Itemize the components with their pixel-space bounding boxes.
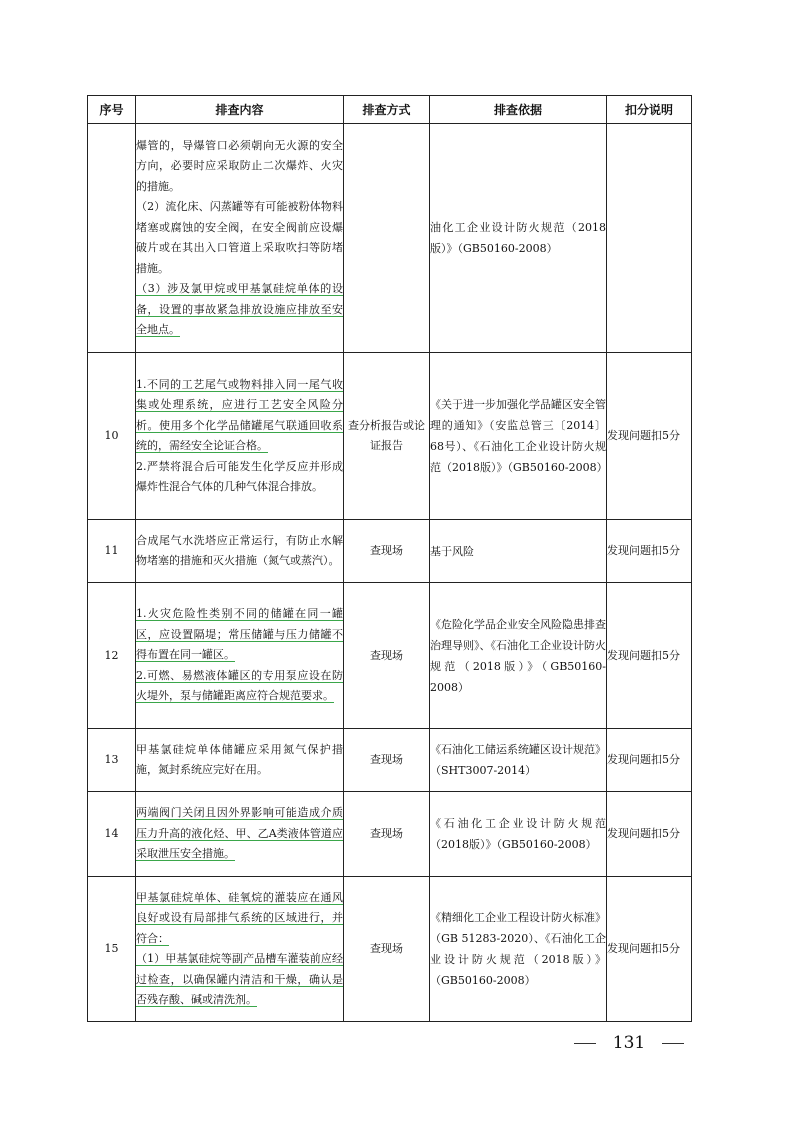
row-method: 查现场	[344, 520, 430, 583]
row-method: 查现场	[344, 583, 430, 729]
footer-dash-left	[574, 1043, 596, 1044]
content-paragraph: 2.严禁将混合后可能发生化学反应并形成爆炸性混合气体的几种气体混合排放。	[136, 459, 343, 493]
row-content	[136, 124, 344, 353]
row-basis: 《精细化工企业工程设计防火标准》（GB 51283-2020）、《石油化工企业设计防火规范（2018版）》（GB50160-2008）	[430, 877, 607, 1022]
header-basis: 排查依据	[430, 96, 607, 124]
header-method: 排查方式	[344, 96, 430, 124]
page-number: 131	[612, 1033, 646, 1053]
row-basis: 基于风险	[430, 520, 607, 583]
content-paragraph: 两端阀门关闭且因外界影响可能造成介质压力升高的液化烃、甲、乙A类液体管道应采取泄压安全措施。	[136, 806, 343, 861]
table-row	[88, 583, 692, 729]
row-method: 查现场	[344, 729, 430, 792]
row-number: 14	[88, 792, 136, 877]
row-content	[136, 583, 344, 729]
table-row	[88, 729, 692, 792]
row-number: 15	[88, 877, 136, 1022]
row-number: 12	[88, 583, 136, 729]
content-paragraph: （3）涉及氯甲烷或甲基氯硅烷单体的设备，设置的事故紧急排放设施应排放至安全地点。	[136, 282, 343, 336]
row-basis: 《石油化工企业设计防火规范（2018版）》（GB50160-2008）	[430, 792, 607, 877]
footer-dash-right	[662, 1043, 684, 1044]
row-method: 查现场	[344, 877, 430, 1022]
content-paragraph: 合成尾气水洗塔应正常运行，有防止水解物堵塞的措施和灭火措施（氮气或蒸汽）。	[136, 533, 343, 567]
content-paragraph: （2）流化床、闪蒸罐等有可能被粉体物料堵塞或腐蚀的安全阀，在安全阀前应设爆破片或在其出入口管道上采取吹扫等防堵措施。	[136, 200, 343, 275]
row-basis: 《关于进一步加强化学品罐区安全管理的通知》（安监总管三〔2014〕68号）、《石油化工企业设计防火规范（2018版）》（GB50160-2008）	[430, 353, 607, 520]
row-deduction: 发现问题扣5分	[607, 583, 692, 729]
row-content	[136, 520, 344, 583]
content-paragraph: 1.火灾危险性类别不同的储罐在同一罐区，应设置隔堤；常压储罐与压力储罐不得布置在同一罐区。	[136, 607, 343, 662]
row-content	[136, 729, 344, 792]
content-paragraph: （1）甲基氯硅烷等副产品槽车灌装前应经过检查，以确保罐内清洁和干燥，确认是否残存酸、碱或清洗剂。	[136, 952, 343, 1006]
row-deduction: 发现问题扣5分	[607, 877, 692, 1022]
row-number: 13	[88, 729, 136, 792]
row-method: 查分析报告或论证报告	[344, 353, 430, 520]
row-deduction	[607, 124, 692, 353]
table-row	[88, 877, 692, 1022]
header-serial: 序号	[88, 96, 136, 124]
page-footer	[574, 1033, 684, 1053]
row-content	[136, 792, 344, 877]
row-basis: 油化工企业设计防火规范（2018版）》（GB50160-2008）	[430, 124, 607, 353]
row-deduction: 发现问题扣5分	[607, 792, 692, 877]
table-header-row	[88, 96, 692, 124]
table-row	[88, 124, 692, 353]
row-content	[136, 877, 344, 1022]
content-paragraph: 甲基氯硅烷单体、硅氧烷的灌装应在通风良好或设有局部排气系统的区域进行，并符合：	[136, 890, 343, 945]
row-basis: 《石油化工储运系统罐区设计规范》（SHT3007-2014）	[430, 729, 607, 792]
row-deduction: 发现问题扣5分	[607, 353, 692, 520]
content-paragraph: 甲基氯硅烷单体储罐应采用氮气保护措施，氮封系统应完好在用。	[136, 742, 343, 776]
row-number	[88, 124, 136, 353]
header-content: 排查内容	[136, 96, 344, 124]
content-paragraph: 2.可燃、易燃液体罐区的专用泵应设在防火堤外，泵与储罐距离应符合规范要求。	[136, 668, 343, 703]
row-basis: 《危险化学品企业安全风险隐患排查治理导则》、《石油化工企业设计防火规范（2018版）》（GB50160-2008）	[430, 583, 607, 729]
table-row	[88, 353, 692, 520]
table-row	[88, 520, 692, 583]
row-content	[136, 353, 344, 520]
row-deduction: 发现问题扣5分	[607, 520, 692, 583]
row-deduction: 发现问题扣5分	[607, 729, 692, 792]
table-row	[88, 792, 692, 877]
row-number: 11	[88, 520, 136, 583]
row-number: 10	[88, 353, 136, 520]
row-method	[344, 124, 430, 353]
header-deduction: 扣分说明	[607, 96, 692, 124]
content-paragraph: 爆管的，导爆管口必须朝向无火源的安全方向，必要时应采取防止二次爆炸、火灾的措施。	[136, 138, 343, 193]
content-paragraph: 1.不同的工艺尾气或物料排入同一尾气收集或处理系统，应进行工艺安全风险分析。使用多个化学品储罐尾气联通回收系统的，需经安全论证合格。	[136, 377, 343, 452]
inspection-table	[87, 95, 692, 1022]
row-method: 查现场	[344, 792, 430, 877]
